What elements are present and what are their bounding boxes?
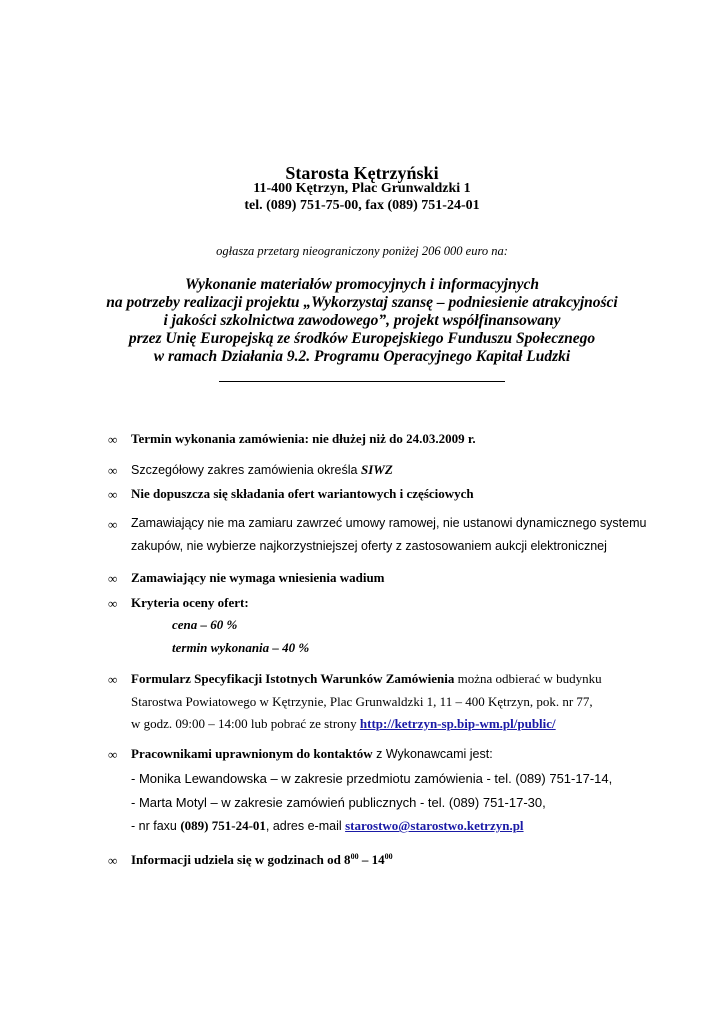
- item-variants: Nie dopuszcza się składania ofert wariantowych i częściowych: [131, 486, 474, 501]
- announcement-intro: ogłasza przetarg nieograniczony poniżej 206 000 euro na:: [216, 244, 508, 258]
- bullet-icon: ∞: [108, 432, 118, 447]
- subject-line-3: i jakości szkolnictwa zawodowego”, projekt współfinansowany: [163, 312, 561, 329]
- item-siwz-line-2: Starostwa Powiatowego w Kętrzynie, Plac Grunwaldzki 1, 11 – 400 Kętrzyn, pok. nr 77,: [131, 694, 593, 709]
- subject-line-5: w ramach Działania 9.2. Programu Operacyjnego Kapitał Ludzki: [153, 348, 571, 365]
- scope-text: Szczegółowy zakres zamówienia określa: [131, 463, 361, 477]
- hours-text: Informacji udziela się w godzinach od 8: [131, 852, 351, 867]
- bullet-icon: ∞: [108, 487, 118, 502]
- bullet-icon: ∞: [108, 596, 118, 611]
- hours-end-sup: 00: [384, 852, 393, 861]
- item-framework-line-2: zakupów, nie wybierze najkorzystniejszej oferty z zastosowaniem aukcji elektronicznej: [131, 539, 607, 553]
- siwz-download-link[interactable]: http://ketrzyn-sp.bip-wm.pl/public/: [359, 716, 556, 731]
- hours-dash: – 14: [358, 852, 385, 867]
- siwz-hours-text: w godz. 09:00 – 14:00 lub pobrać ze strony: [131, 716, 360, 731]
- bullet-icon: ∞: [108, 571, 118, 586]
- item-framework-line-1: Zamawiający nie ma zamiaru zawrzeć umowy ramowej, nie ustanowi dynamicznego systemu: [131, 516, 647, 530]
- subject-line-4: przez Unię Europejską ze środków Europejskiego Funduszu Społecznego: [128, 330, 596, 347]
- bullet-icon: ∞: [108, 672, 118, 687]
- bullet-icon: ∞: [108, 517, 118, 532]
- contact-person-2: - Marta Motyl – w zakresie zamówień publicznych - tel. (089) 751-17-30,: [131, 795, 546, 810]
- subject-line-2: na potrzeby realizacji projektu „Wykorzystaj szansę – podniesienie atrakcyjności: [106, 294, 618, 311]
- fax-number: (089) 751-24-01: [180, 818, 266, 833]
- contacts-text: z Wykonawcami jest:: [372, 747, 493, 761]
- bullet-icon: ∞: [108, 463, 118, 478]
- hours-start-sup: 00: [350, 852, 359, 861]
- separator-line: [219, 381, 505, 382]
- contact-person-1: - Monika Lewandowska – w zakresie przedmiotu zamówienia - tel. (089) 751-17-14,: [131, 771, 613, 786]
- subject-line-1: Wykonanie materiałów promocyjnych i informacyjnych: [185, 276, 539, 293]
- item-scope: [131, 462, 393, 478]
- email-link[interactable]: starostwo@starostwo.ketrzyn.pl: [345, 818, 524, 833]
- issuer-title: Starosta Kętrzyński: [285, 163, 439, 183]
- email-prefix: , adres e-mail: [265, 819, 346, 833]
- fax-prefix: - nr faxu: [131, 819, 181, 833]
- criterion-price: cena – 60 %: [172, 617, 238, 632]
- contact-fax-email: [131, 818, 524, 834]
- issuer-address: 11-400 Kętrzyn, Plac Grunwaldzki 1: [253, 181, 471, 196]
- item-deposit: Zamawiający nie wymaga wniesienia wadium: [131, 570, 385, 585]
- issuer-phone: tel. (089) 751-75-00, fax (089) 751-24-01: [244, 198, 480, 213]
- item-hours: [131, 852, 393, 868]
- bullet-icon: ∞: [108, 747, 118, 762]
- item-siwz-line-3: [131, 716, 556, 732]
- bullet-icon: ∞: [108, 853, 118, 868]
- item-contacts: [131, 746, 493, 762]
- contacts-title: Pracownikami uprawnionym do kontaktów: [131, 746, 373, 761]
- criterion-deadline: termin wykonania – 40 %: [172, 640, 310, 655]
- siwz-title: Formularz Specyfikacji Istotnych Warunków Zamówienia: [131, 671, 455, 686]
- siwz-text: można odbierać w budynku: [454, 671, 602, 686]
- item-siwz-line-1: [131, 671, 602, 687]
- item-criteria-label: Kryteria oceny ofert:: [131, 595, 249, 610]
- item-deadline: Termin wykonania zamówienia: nie dłużej niż do 24.03.2009 r.: [131, 431, 476, 446]
- scope-siwz: SIWZ: [360, 462, 393, 477]
